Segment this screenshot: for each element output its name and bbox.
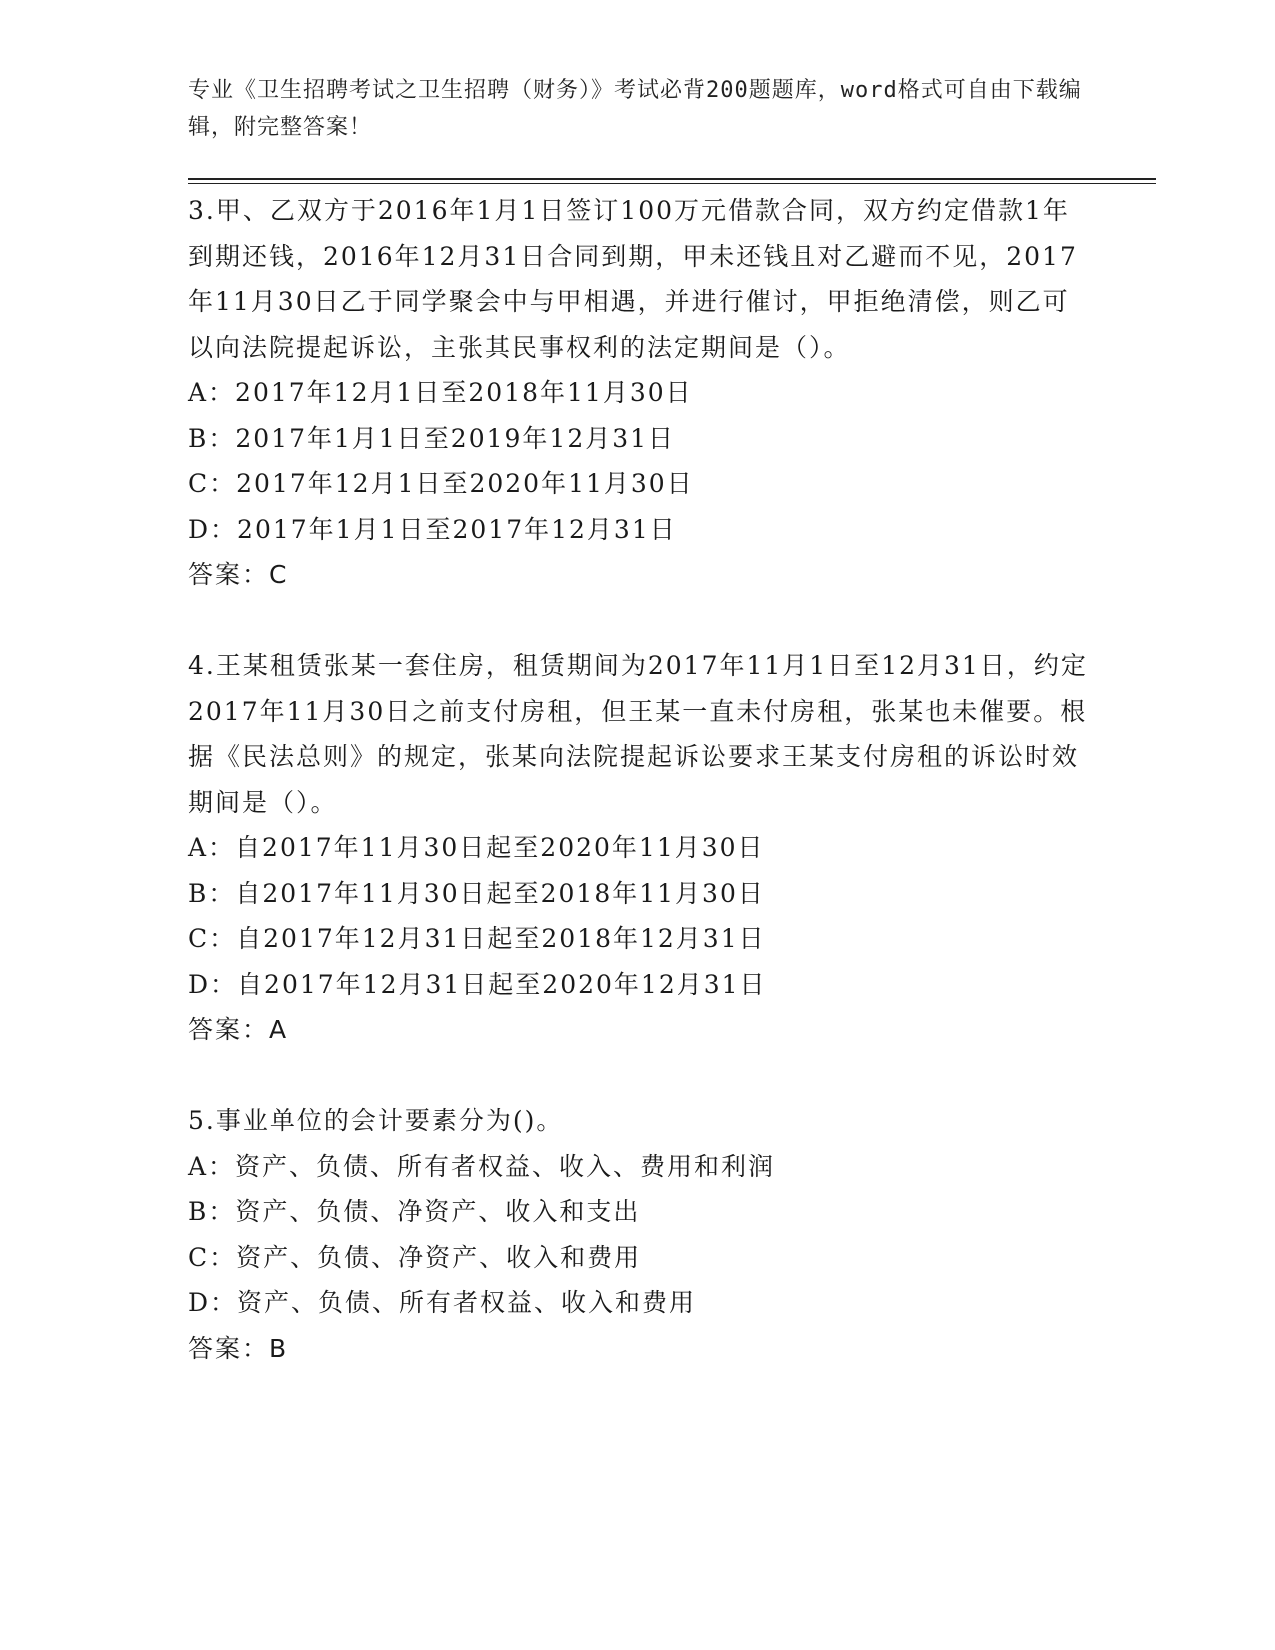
answer-label: 答案：A (188, 1015, 289, 1044)
header-divider-thin (188, 183, 1156, 184)
option-c: C：2017年12月1日至2020年11月30日 (188, 469, 694, 498)
question-5 (188, 1098, 1088, 1371)
option-d: D：2017年1月1日至2017年12月31日 (188, 514, 677, 544)
question-4 (188, 643, 1088, 1053)
option-d: D：自2017年12月31日起至2020年12月31日 (188, 969, 767, 999)
option-a: A：资产、负债、所有者权益、收入、费用和利润 (188, 1151, 776, 1181)
option-a: A：自2017年11月30日起至2020年11月30日 (188, 833, 765, 862)
option-c: C：资产、负债、净资产、收入和费用 (188, 1242, 642, 1272)
answer-label: 答案：B (188, 1333, 289, 1363)
option-b: B：2017年1月1日至2019年12月31日 (188, 423, 676, 453)
question-stem: 4.王某租赁张某一套住房，租赁期间为2017年11月1日至12月31日，约定2017年11月30日之前支付房租，但王某一直未付房租，张某也未催要。根据《民法总则》的规定，张某向法院提起诉讼要求王某支付房租的诉讼时效期间是（）。 (188, 651, 1088, 817)
question-stem: 5.事业单位的会计要素分为()。 (188, 1106, 564, 1135)
question-stem: 3.甲、乙双方于2016年1月1日签订100万元借款合同，双方约定借款1年到期还钱，2016年12月31日合同到期，甲未还钱且对乙避而不见，2017年11月30日乙于同学聚会中与甲相遇，并进行催讨，甲拒绝清偿，则乙可以向法院提起诉讼，主张其民事权利的法定期间是（）。 (188, 196, 1078, 362)
question-list (188, 188, 1088, 1417)
option-b: B：资产、负债、净资产、收入和支出 (188, 1197, 641, 1226)
document-header: 专业《卫生招聘考试之卫生招聘（财务）》考试必背200题题库，word格式可自由下载编辑，附完整答案！ (188, 78, 1082, 140)
header-divider-thick (188, 178, 1156, 180)
option-c: C：自2017年12月31日起至2018年12月31日 (188, 924, 766, 953)
answer-label: 答案：C (188, 560, 289, 589)
option-a: A：2017年12月1日至2018年11月30日 (188, 378, 693, 407)
option-d: D：资产、负债、所有者权益、收入和费用 (188, 1288, 697, 1317)
option-b: B：自2017年11月30日起至2018年11月30日 (188, 878, 765, 908)
question-3 (188, 188, 1088, 598)
